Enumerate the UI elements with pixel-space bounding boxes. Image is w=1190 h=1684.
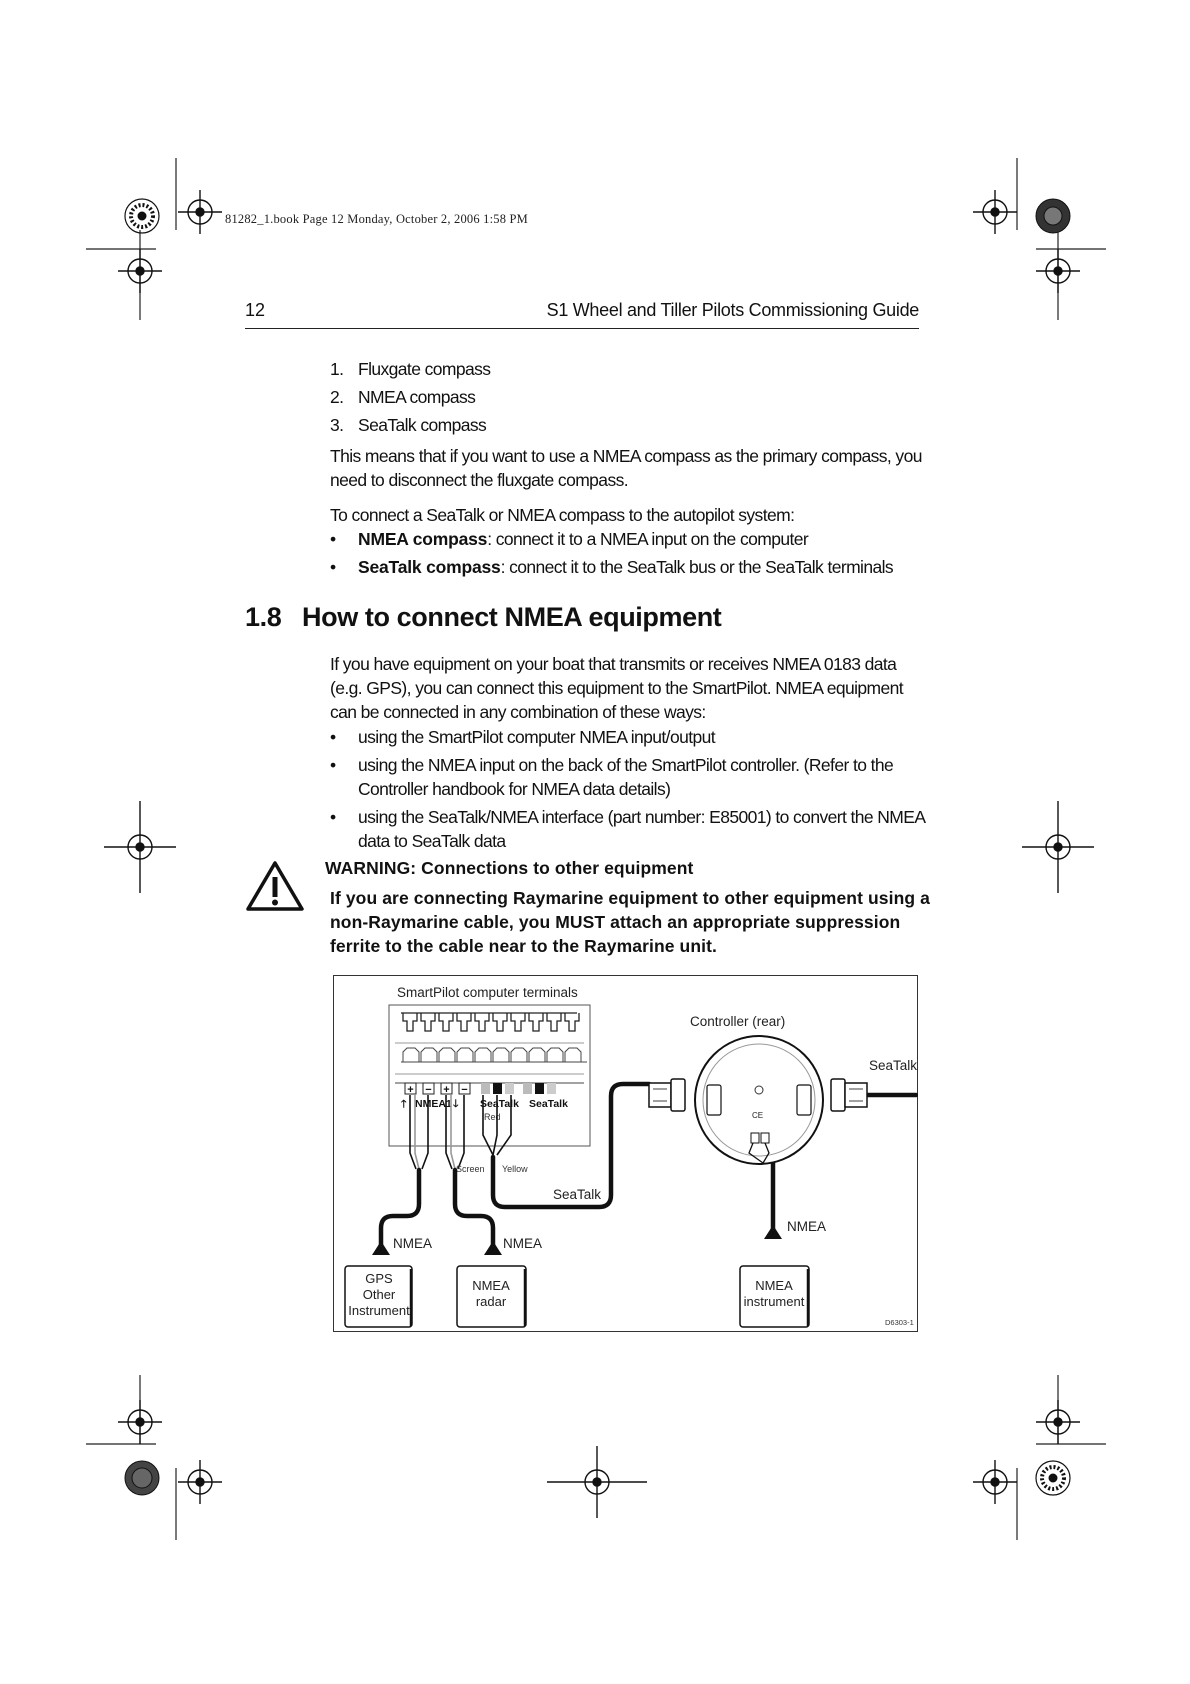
list-item: [330, 805, 930, 853]
svg-text:🡑: 🡑: [401, 1098, 407, 1110]
svg-text:GPS: GPS: [365, 1271, 393, 1286]
list-item-text: SeaTalk compass: [358, 415, 487, 435]
controller-label: Controller (rear): [690, 1014, 786, 1029]
gps-instrument-box: [345, 1266, 412, 1327]
bullet-symbol: •: [330, 807, 336, 827]
bullet-symbol: •: [330, 727, 336, 747]
list-item: [330, 527, 930, 551]
list-item: [330, 725, 930, 749]
terminal-seatalk-label: SeaTalk: [529, 1098, 568, 1110]
svg-text:+: +: [407, 1084, 414, 1096]
svg-text:NMEA: NMEA: [755, 1278, 793, 1293]
svg-text:Instrument: Instrument: [348, 1303, 410, 1318]
seatalk-connector: [831, 1079, 867, 1111]
bullet-term: NMEA compass: [358, 529, 488, 549]
bullet-text: : connect it to the SeaTalk bus or the SeaTalk terminals: [500, 557, 894, 577]
controller-rear: [695, 1036, 823, 1164]
running-title: S1 Wheel and Tiller Pilots Commissioning Guide: [546, 300, 919, 320]
svg-text:+: +: [443, 1084, 450, 1096]
nmea-wiring-diagram: [333, 975, 918, 1332]
wire-screen-label: Screen: [456, 1164, 485, 1174]
wire-yellow-label: Yellow: [502, 1164, 528, 1174]
seatalk-connector: [649, 1079, 685, 1111]
computer-terminal-block: [389, 1005, 590, 1146]
list-number: 2.: [330, 387, 344, 407]
section-title: How to connect NMEA equipment: [302, 602, 722, 632]
svg-text:radar: radar: [475, 1294, 507, 1309]
nmea-radar-box: [457, 1266, 526, 1327]
running-header: [245, 298, 919, 329]
bullet-text: using the NMEA input on the back of the SmartPilot controller. (Refer to the Controller handbook for NMEA data details): [358, 755, 894, 799]
warning-body: If you are connecting Raymarine equipment to other equipment using a non-Raymarine cable, you MUST attach an appropriate suppression ferrite to the cable near to the Raymarine unit.: [330, 888, 930, 956]
ce-mark: CE: [752, 1111, 764, 1120]
bullet-term: SeaTalk compass: [358, 557, 501, 577]
list-item: [330, 413, 490, 441]
compass-priority-list: [330, 357, 490, 441]
svg-text:🡓: 🡓: [453, 1098, 459, 1110]
list-number: 1.: [330, 359, 344, 379]
list-item: [330, 753, 930, 801]
section-intro: If you have equipment on your boat that transmits or receives NMEA 0183 data (e.g. GPS), you can connect this equipment to the SmartPilot. NMEA equipment can be connected in any combination of these ways:: [330, 654, 904, 722]
compass-bullet-list: [330, 527, 930, 583]
seatalk-out-label: SeaTalk: [869, 1058, 918, 1073]
paragraph-connect-compass: To connect a SeaTalk or NMEA compass to the autopilot system:: [330, 505, 795, 525]
bullet-symbol: •: [330, 755, 336, 775]
page-number: 12: [245, 300, 266, 320]
list-item: [330, 385, 490, 413]
list-item-text: Fluxgate compass: [358, 359, 491, 379]
warning-title: WARNING: Connections to other equipment: [325, 858, 694, 878]
print-slug: 81282_1.book Page 12 Monday, October 2, 2006 1:58 PM: [225, 212, 528, 226]
terminal-nmea-label: NMEA1: [415, 1098, 452, 1110]
paragraph-primary-compass: This means that if you want to use a NMEA compass as the primary compass, you need to disconnect the fluxgate compass.: [330, 446, 922, 490]
terminal-seatalk-label: SeaTalk: [480, 1098, 519, 1110]
diagram-id: D6303-1: [885, 1318, 914, 1327]
bullet-text: using the SeaTalk/NMEA interface (part number: E85001) to convert the NMEA data to SeaTalk data: [358, 807, 925, 851]
bullet-text: : connect it to a NMEA input on the computer: [487, 529, 809, 549]
nmea-instrument-box: [740, 1266, 809, 1327]
svg-text:instrument: instrument: [743, 1294, 805, 1309]
seatalk-cable-label: SeaTalk: [553, 1187, 602, 1202]
section-number: 1.8: [245, 602, 282, 632]
nmea-label-gps: NMEA: [393, 1236, 433, 1251]
bullet-symbol: •: [330, 557, 336, 577]
nmea-label-instrument: NMEA: [787, 1219, 827, 1234]
nmea-bullet-list: [330, 725, 930, 857]
wire-red-label: Red: [484, 1112, 501, 1122]
list-item: [330, 555, 930, 579]
bullet-text: using the SmartPilot computer NMEA input/output: [358, 727, 715, 747]
list-number: 3.: [330, 415, 344, 435]
bullet-symbol: •: [330, 529, 336, 549]
section-heading: [245, 602, 721, 633]
svg-text:NMEA: NMEA: [472, 1278, 510, 1293]
warning-triangle-icon: [245, 860, 305, 912]
list-item: [330, 357, 490, 385]
nmea-label-radar: NMEA: [503, 1236, 543, 1251]
svg-text:Other: Other: [362, 1287, 396, 1302]
list-item-text: NMEA compass: [358, 387, 476, 407]
terminals-label: SmartPilot computer terminals: [397, 985, 578, 1000]
svg-text:−: −: [461, 1084, 468, 1096]
svg-text:−: −: [425, 1084, 432, 1096]
